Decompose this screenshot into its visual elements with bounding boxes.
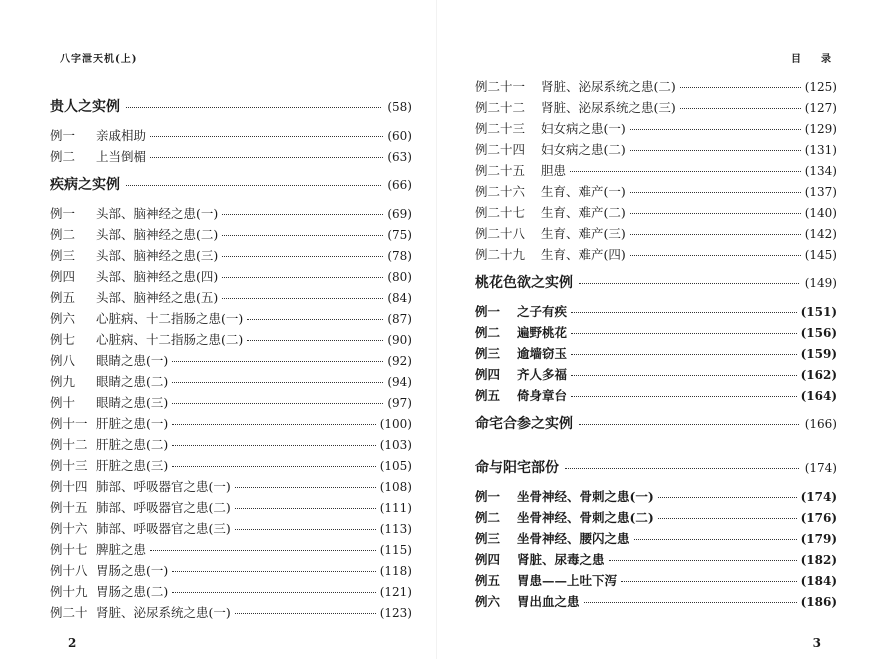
entry-title: 心脏病、十二指肠之患(一) — [96, 311, 244, 326]
dot-leader — [584, 602, 797, 603]
entry-title: 齐人多福 — [517, 367, 568, 382]
toc-entry — [475, 203, 837, 224]
entry-number: 例二 — [50, 149, 76, 164]
dot-leader — [222, 214, 383, 215]
dot-leader — [126, 185, 381, 186]
entry-number: 例二 — [475, 510, 501, 525]
dot-leader — [222, 298, 383, 299]
dot-leader — [235, 613, 376, 614]
entry-title: 肺部、呼吸器官之患(二) — [96, 500, 231, 515]
dot-leader — [172, 571, 375, 572]
entry-title: 坐骨神经、腰闪之患 — [517, 531, 630, 546]
toc-entry — [50, 225, 412, 246]
dot-leader — [658, 497, 797, 498]
entry-page: (63) — [387, 150, 412, 164]
entry-title: 眼睛之患(一) — [96, 353, 169, 368]
toc-right — [475, 77, 837, 613]
toc-entry — [475, 508, 837, 529]
dot-leader — [172, 445, 375, 446]
entry-title: 心脏病、十二指肠之患(二) — [96, 332, 244, 347]
dot-leader — [247, 340, 383, 341]
toc-entry — [50, 147, 412, 168]
dot-leader — [571, 396, 797, 397]
toc-entry — [475, 592, 837, 613]
toc-entry — [50, 309, 412, 330]
entry-number: 例九 — [50, 374, 76, 389]
section-page: (149) — [804, 276, 837, 290]
entry-page: (159) — [800, 347, 837, 361]
entry-page: (113) — [379, 522, 412, 536]
entry-page: (140) — [804, 206, 837, 220]
entry-page: (131) — [804, 143, 837, 157]
toc-entry — [475, 386, 837, 407]
entry-page: (142) — [804, 227, 837, 241]
entry-number: 例二 — [475, 325, 501, 340]
toc-group — [475, 302, 837, 407]
toc-entry — [475, 140, 837, 161]
dot-leader — [172, 424, 375, 425]
entry-page: (118) — [379, 564, 412, 578]
toc-entry — [50, 393, 412, 414]
entry-page: (90) — [387, 333, 412, 347]
toc-section — [475, 413, 837, 443]
dot-leader — [634, 539, 797, 540]
entry-number: 例十二 — [50, 437, 88, 452]
entry-number: 例三 — [50, 248, 76, 263]
entry-title: 坐骨神经、骨刺之患(二) — [517, 510, 654, 525]
toc-entry — [50, 435, 412, 456]
entry-page: (105) — [379, 459, 412, 473]
dot-leader — [222, 277, 383, 278]
toc-entry — [50, 414, 412, 435]
entry-title: 生育、难产(二) — [541, 205, 626, 220]
toc-entry — [475, 245, 837, 266]
entry-number: 例一 — [50, 206, 76, 221]
entry-number: 例四 — [475, 552, 501, 567]
dot-leader — [172, 361, 383, 362]
toc-entry — [50, 351, 412, 372]
toc-group — [475, 487, 837, 613]
toc-entry — [50, 267, 412, 288]
entry-title: 肾脏、泌尿系统之患(二) — [541, 79, 676, 94]
toc-entry — [475, 571, 837, 592]
entry-title: 妇女病之患(二) — [541, 142, 626, 157]
dot-leader — [680, 108, 801, 109]
entry-page: (162) — [800, 368, 837, 382]
entry-title: 脾脏之患 — [96, 542, 147, 557]
entry-title: 头部、脑神经之患(一) — [96, 206, 219, 221]
entry-page: (121) — [379, 585, 412, 599]
entry-page: (115) — [379, 543, 412, 557]
dot-leader — [571, 354, 797, 355]
entry-page: (125) — [804, 80, 837, 94]
entry-page: (127) — [804, 101, 837, 115]
entry-title: 倚身章台 — [517, 388, 568, 403]
toc-entry — [475, 161, 837, 182]
entry-number: 例二十五 — [475, 163, 526, 178]
entry-title: 生育、难产(一) — [541, 184, 626, 199]
toc-entry — [475, 119, 837, 140]
toc-entry — [50, 540, 412, 561]
entry-page: (176) — [800, 511, 837, 525]
entry-page: (87) — [387, 312, 412, 326]
entry-page: (134) — [804, 164, 837, 178]
toc-left — [50, 90, 412, 624]
toc-entry — [475, 529, 837, 550]
entry-number: 例一 — [475, 489, 501, 504]
section-title: 贵人之实例 — [50, 99, 120, 115]
entry-title: 肺部、呼吸器官之患(三) — [96, 521, 231, 536]
entry-page: (145) — [804, 248, 837, 262]
toc-entry — [50, 246, 412, 267]
dot-leader — [571, 375, 797, 376]
entry-number: 例二十七 — [475, 205, 526, 220]
entry-title: 头部、脑神经之患(三) — [96, 248, 219, 263]
entry-number: 例二十二 — [475, 100, 526, 115]
entry-page: (186) — [800, 595, 837, 609]
dot-leader — [658, 518, 797, 519]
entry-number: 例四 — [50, 269, 76, 284]
entry-number: 例十 — [50, 395, 76, 410]
entry-number: 例三 — [475, 531, 501, 546]
entry-title: 之子有疾 — [517, 304, 568, 319]
toc-entry — [50, 498, 412, 519]
left-page — [0, 0, 436, 659]
entry-page: (94) — [387, 375, 412, 389]
entry-title: 胃肠之患(一) — [96, 563, 169, 578]
dot-leader — [222, 235, 383, 236]
toc-entry — [475, 77, 837, 98]
entry-page: (97) — [387, 396, 412, 410]
dot-leader — [571, 333, 797, 334]
entry-title: 胃出血之患 — [517, 594, 580, 609]
entry-number: 例六 — [50, 311, 76, 326]
entry-title: 生育、难产(三) — [541, 226, 626, 241]
toc-entry — [50, 204, 412, 225]
entry-number: 例十七 — [50, 542, 88, 557]
dot-leader — [630, 213, 801, 214]
entry-number: 例十六 — [50, 521, 88, 536]
entry-title: 遍野桃花 — [517, 325, 568, 340]
dot-leader — [247, 319, 383, 320]
entry-page: (75) — [387, 228, 412, 242]
toc-entry — [475, 182, 837, 203]
toc-entry — [50, 477, 412, 498]
section-page: (58) — [387, 100, 412, 114]
entry-page: (179) — [800, 532, 837, 546]
entry-number: 例五 — [50, 290, 76, 305]
toc-section — [50, 174, 412, 204]
dot-leader — [570, 171, 801, 172]
entry-page: (156) — [800, 326, 837, 340]
entry-page: (182) — [800, 553, 837, 567]
entry-title: 胆患 — [541, 163, 567, 178]
entry-number: 例十五 — [50, 500, 88, 515]
toc-entry — [50, 603, 412, 624]
toc-section — [475, 272, 837, 302]
dot-leader — [235, 487, 376, 488]
dot-leader — [609, 560, 797, 561]
page-number-left: 2 — [68, 636, 77, 650]
section-page: (66) — [387, 178, 412, 192]
entry-title: 肝脏之患(三) — [96, 458, 169, 473]
toc-entry — [50, 519, 412, 540]
dot-leader — [630, 234, 801, 235]
toc-section — [50, 96, 412, 126]
toc-entry — [475, 98, 837, 119]
toc-entry — [50, 126, 412, 147]
entry-page: (137) — [804, 185, 837, 199]
toc-entry — [475, 323, 837, 344]
toc-entry — [50, 372, 412, 393]
dot-leader — [222, 256, 383, 257]
dot-leader — [150, 157, 383, 158]
entry-page: (174) — [800, 490, 837, 504]
dot-leader — [630, 129, 801, 130]
dot-leader — [680, 87, 801, 88]
toc-entry — [475, 302, 837, 323]
entry-page: (69) — [387, 207, 412, 221]
entry-title: 肾脏、泌尿系统之患(三) — [541, 100, 676, 115]
dot-leader — [579, 283, 799, 284]
section-title: 命与阳宅部份 — [475, 460, 559, 476]
dot-leader — [172, 466, 375, 467]
dot-leader — [172, 592, 375, 593]
entry-title: 胃肠之患(二) — [96, 584, 169, 599]
toc-entry — [50, 456, 412, 477]
toc-entry — [475, 487, 837, 508]
dot-leader — [150, 550, 376, 551]
dot-leader — [621, 581, 797, 582]
entry-title: 肝脏之患(二) — [96, 437, 169, 452]
dot-leader — [565, 468, 799, 469]
entry-title: 肺部、呼吸器官之患(一) — [96, 479, 231, 494]
entry-page: (123) — [379, 606, 412, 620]
entry-page: (92) — [387, 354, 412, 368]
entry-number: 例三 — [475, 346, 501, 361]
dot-leader — [630, 150, 801, 151]
dot-leader — [579, 424, 799, 425]
entry-title: 肾脏、尿毒之患 — [517, 552, 605, 567]
section-title: 疾病之实例 — [50, 177, 120, 193]
toc-entry — [475, 550, 837, 571]
entry-page: (164) — [800, 389, 837, 403]
entry-number: 例六 — [475, 594, 501, 609]
entry-title: 亲戚相助 — [96, 128, 147, 143]
entry-page: (129) — [804, 122, 837, 136]
entry-number: 例八 — [50, 353, 76, 368]
entry-title: 肾脏、泌尿系统之患(一) — [96, 605, 231, 620]
section-title: 桃花色欲之实例 — [475, 275, 573, 291]
entry-page: (100) — [379, 417, 412, 431]
dot-leader — [235, 508, 376, 509]
toc-entry — [50, 288, 412, 309]
toc-section — [475, 457, 837, 487]
entry-number: 例十四 — [50, 479, 88, 494]
entry-page: (84) — [387, 291, 412, 305]
entry-number: 例十八 — [50, 563, 88, 578]
entry-title: 生育、难产(四) — [541, 247, 626, 262]
entry-page: (78) — [387, 249, 412, 263]
entry-title: 上当倒楣 — [96, 149, 147, 164]
dot-leader — [172, 382, 383, 383]
running-head-right: 目录 — [791, 54, 851, 65]
entry-number: 例二十 — [50, 605, 88, 620]
entry-title: 头部、脑神经之患(二) — [96, 227, 219, 242]
page-number-right: 3 — [812, 636, 821, 650]
entry-title: 眼睛之患(三) — [96, 395, 169, 410]
running-head-left: 八字泄天机(上) — [60, 54, 138, 65]
entry-number: 例二十三 — [475, 121, 526, 136]
entry-number: 例七 — [50, 332, 76, 347]
section-page: (166) — [804, 417, 837, 431]
entry-title: 头部、脑神经之患(五) — [96, 290, 219, 305]
toc-entry — [475, 224, 837, 245]
dot-leader — [630, 192, 801, 193]
entry-number: 例二十九 — [475, 247, 526, 262]
toc-entry — [50, 330, 412, 351]
dot-leader — [172, 403, 383, 404]
entry-title: 妇女病之患(一) — [541, 121, 626, 136]
entry-number: 例十九 — [50, 584, 88, 599]
toc-entry — [475, 344, 837, 365]
entry-title: 胃患——上吐下泻 — [517, 573, 618, 588]
entry-number: 例二 — [50, 227, 76, 242]
entry-page: (60) — [387, 129, 412, 143]
right-page — [437, 0, 873, 659]
entry-number: 例五 — [475, 388, 501, 403]
section-page: (174) — [804, 461, 837, 475]
entry-number: 例一 — [475, 304, 501, 319]
entry-number: 例二十四 — [475, 142, 526, 157]
dot-leader — [571, 312, 797, 313]
entry-page: (184) — [800, 574, 837, 588]
entry-number: 例四 — [475, 367, 501, 382]
entry-title: 逾墙窃玉 — [517, 346, 568, 361]
dot-leader — [630, 255, 801, 256]
toc-entry — [50, 561, 412, 582]
entry-title: 肝脏之患(一) — [96, 416, 169, 431]
entry-title: 坐骨神经、骨刺之患(一) — [517, 489, 654, 504]
dot-leader — [235, 529, 376, 530]
entry-number: 例二十六 — [475, 184, 526, 199]
toc-entry — [50, 582, 412, 603]
entry-title: 眼睛之患(二) — [96, 374, 169, 389]
dot-leader — [126, 107, 381, 108]
entry-number: 例十一 — [50, 416, 88, 431]
section-title: 命宅合参之实例 — [475, 416, 573, 432]
entry-page: (108) — [379, 480, 412, 494]
entry-number: 例五 — [475, 573, 501, 588]
entry-number: 例十三 — [50, 458, 88, 473]
toc-entry — [475, 365, 837, 386]
entry-page: (103) — [379, 438, 412, 452]
entry-number: 例二十八 — [475, 226, 526, 241]
dot-leader — [150, 136, 383, 137]
entry-page: (111) — [379, 501, 412, 515]
entry-title: 头部、脑神经之患(四) — [96, 269, 219, 284]
entry-page: (80) — [387, 270, 412, 284]
entry-number: 例二十一 — [475, 79, 526, 94]
entry-page: (151) — [800, 305, 837, 319]
entry-number: 例一 — [50, 128, 76, 143]
